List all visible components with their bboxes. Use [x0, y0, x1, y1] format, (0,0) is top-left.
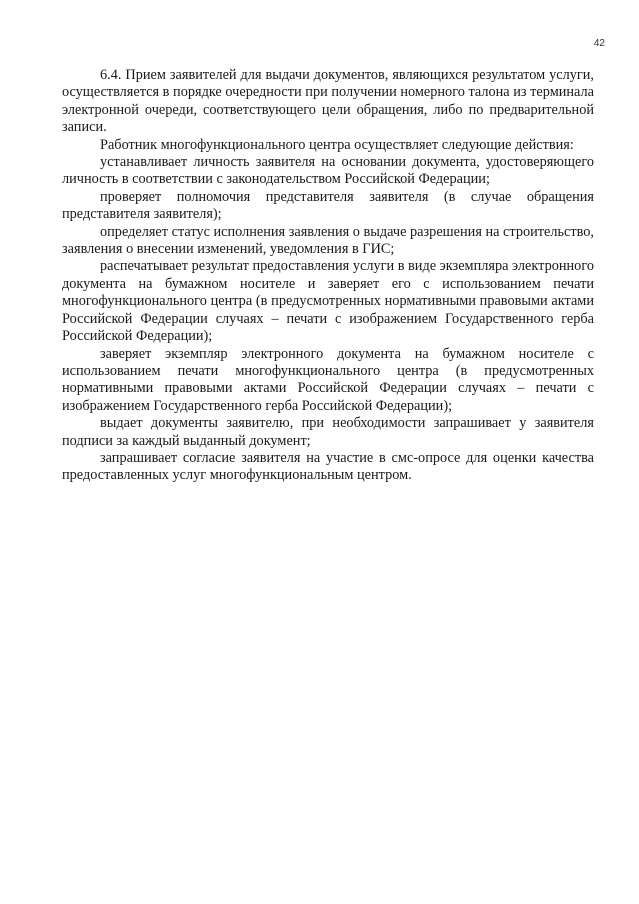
paragraph-actions-intro: Работник многофункционального центра осуществляет следующие действия: [100, 136, 574, 153]
paragraph-action-survey: запрашивает согласие заявителя на участие в смс-опросе для оценки качества предоставленных услуг многофункциональным центром. [62, 449, 594, 484]
paragraph-6-4: 6.4. Прием заявителей для выдачи документов, являющихся результатом услуги, осуществляется в порядке очередности при получении номерного талона из терминала электронной очереди, соответствующего цели обращения, либо по предварительной записи. [62, 67, 594, 136]
page-number: 42 [593, 38, 605, 49]
paragraph-action-status: определяет статус исполнения заявления о выдаче разрешения на строительство, заявления о внесении изменений, уведомления в ГИС; [62, 223, 594, 258]
paragraph-action-issue: выдает документы заявителю, при необходимости запрашивает у заявителя подписи за каждый выданный документ; [62, 415, 594, 449]
paragraph-action-authority: проверяет полномочия представителя заявителя (в случае обращения представителя заявителя); [62, 188, 594, 223]
paragraph-action-print: распечатывает результат предоставления услуги в виде экземпляра электронного документа на бумажном носителе и заверяет его с использованием печати многофункционального центра (в предусмотренных нормативными правовыми актами Российской Федерации случаях – печати с изображением Государственного герба Российской Федерации); [62, 258, 594, 345]
paragraph-action-certify: заверяет экземпляр электронного документа на бумажном носителе с использованием печати многофункционального центра (в предусмотренных нормативными правовыми актами Российской Федерации случаях – печати с изображением Государственного герба Российской Федерации); [62, 345, 594, 414]
paragraph-action-identity: устанавливает личность заявителя на основании документа, удостоверяющего личность в соответствии с законодательством Российской Федерации; [62, 154, 594, 188]
document-body [62, 67, 594, 485]
